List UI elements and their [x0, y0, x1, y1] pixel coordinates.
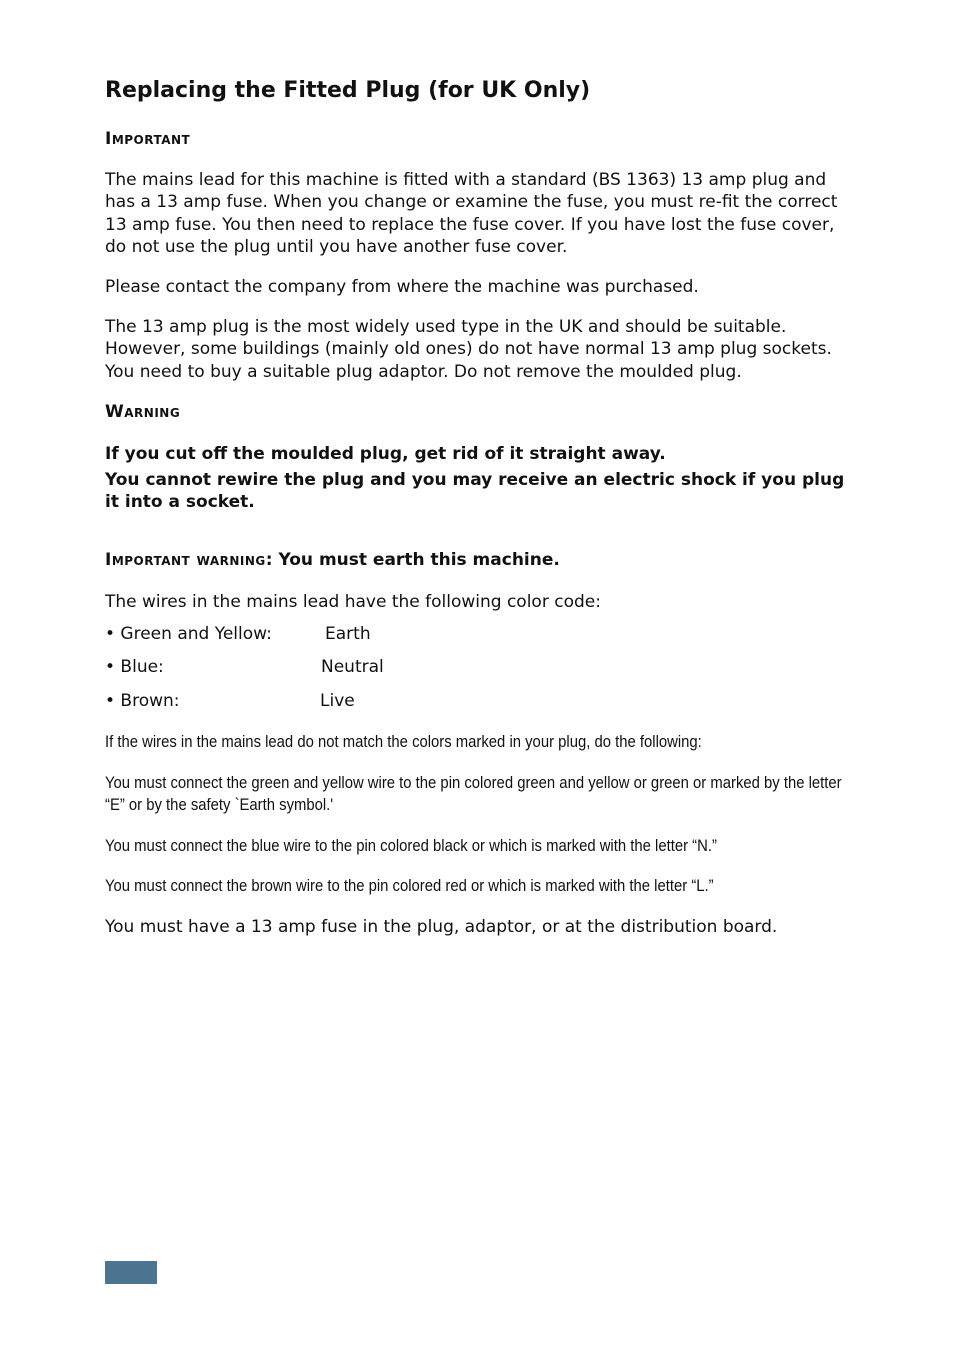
instruction-earth-wire: You must connect the green and yellow wire to the pin colored green and yellow or green or marked by the letter “E” or by the safety `Earth symbol.'	[105, 774, 842, 814]
wire-label-blue: • Blue:	[105, 657, 164, 677]
page-number-tab	[105, 1261, 157, 1284]
important-warning-heading-rest: : You must earth this machine.	[265, 550, 560, 570]
wire-value-earth: Earth	[325, 624, 371, 644]
fuse-requirement: You must have a 13 amp fuse in the plug, adaptor, or at the distribution board.	[105, 917, 778, 937]
wire-color-intro: The wires in the mains lead have the following color code:	[105, 592, 601, 612]
warning-heading: Warning	[105, 402, 181, 422]
wire-label-green-yellow: • Green and Yellow:	[105, 624, 272, 644]
wire-list-item	[105, 624, 272, 644]
important-heading: Important	[105, 129, 191, 149]
wire-label-brown: • Brown:	[105, 691, 180, 711]
wire-list-item	[105, 657, 164, 677]
important-paragraph-fuse: The mains lead for this machine is fitted with a standard (BS 1363) 13 amp plug and has a 13 amp fuse. When you change or examine the fuse, you must re-fit the correct 13 amp fuse. You then need to replace the fuse cover. If you have lost the fuse cover, do not use the plug until you have another fuse cover.	[105, 170, 838, 257]
wire-value-neutral: Neutral	[321, 657, 384, 677]
important-paragraph-contact: Please contact the company from where the machine was purchased.	[105, 277, 699, 297]
wire-mismatch-intro: If the wires in the mains lead do not match the colors marked in your plug, do the following:	[105, 733, 702, 751]
warning-line-cut-plug: If you cut off the moulded plug, get rid of it straight away.	[105, 444, 666, 464]
wire-list-item	[105, 691, 180, 711]
instruction-brown-wire: You must connect the brown wire to the pin colored red or which is marked with the letter “L.”	[105, 877, 714, 895]
warning-line-rewire: You cannot rewire the plug and you may receive an electric shock if you plug it into a socket.	[105, 470, 845, 513]
instruction-blue-wire: You must connect the blue wire to the pin colored black or which is marked with the letter “N.”	[105, 837, 717, 855]
important-paragraph-plug-type: The 13 amp plug is the most widely used type in the UK and should be suitable. However, some buildings (mainly old ones) do not have normal 13 amp plug sockets. You need to buy a suitable plug adaptor. Do not remove the moulded plug.	[105, 317, 832, 382]
page-title: Replacing the Fitted Plug (for UK Only)	[105, 78, 591, 103]
wire-value-live: Live	[320, 691, 355, 711]
important-warning-heading-caps: Important warning	[105, 550, 266, 570]
important-warning-heading	[105, 550, 560, 570]
